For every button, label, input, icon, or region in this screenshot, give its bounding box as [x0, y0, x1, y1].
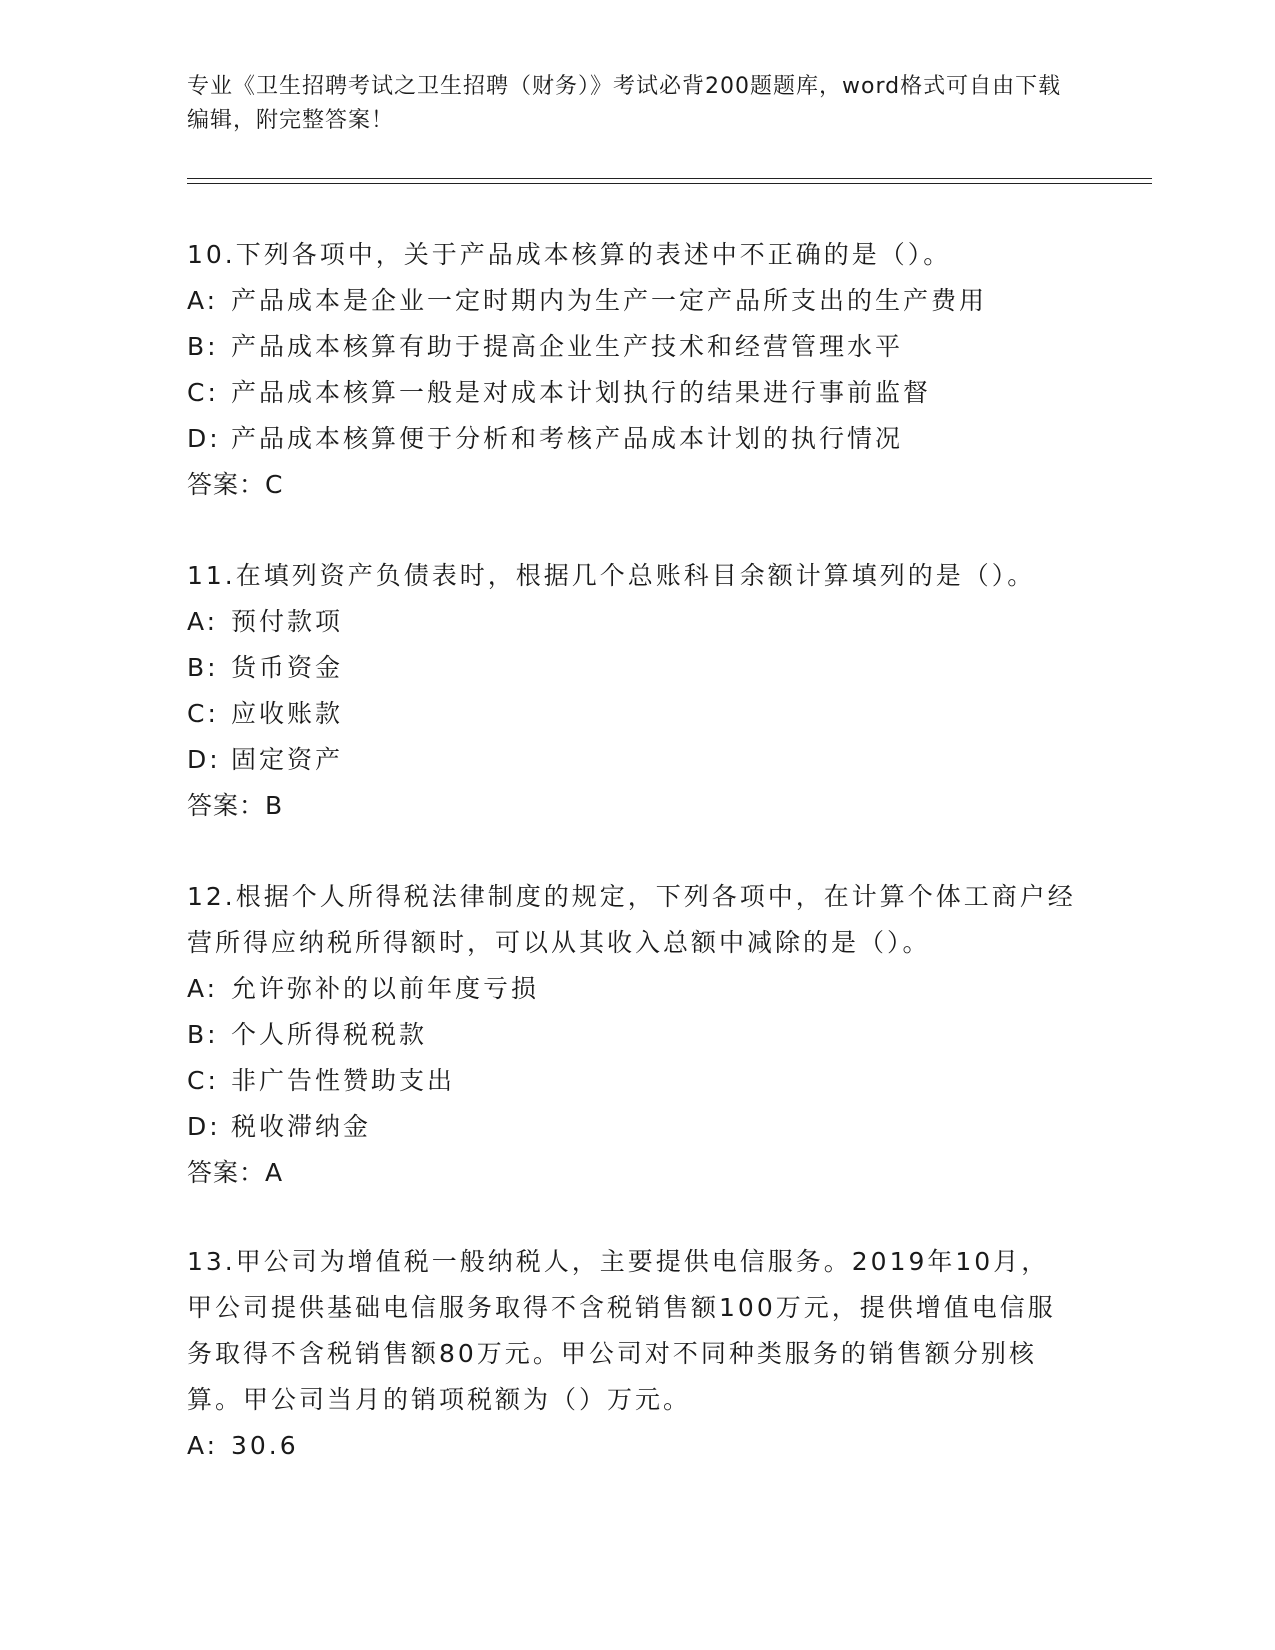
option-a	[187, 278, 1077, 324]
option-letter: C:	[187, 378, 219, 407]
document-header: 专业《卫生招聘考试之卫生招聘（财务）》考试必背200题题库，word格式可自由下载编辑，附完整答案！	[187, 74, 1062, 133]
option-letter: B:	[187, 332, 219, 361]
option-d	[187, 416, 1077, 462]
option-letter: A:	[187, 1431, 219, 1460]
question-11	[187, 553, 1077, 829]
option-text: 产品成本是企业一定时期内为生产一定产品所支出的生产费用	[231, 286, 988, 315]
answer-line: 答案：C	[187, 470, 284, 499]
question-10	[187, 232, 1077, 508]
option-c	[187, 1058, 1077, 1104]
option-text: 应收账款	[231, 699, 344, 728]
option-letter: D:	[187, 1112, 221, 1141]
option-letter: C:	[187, 699, 219, 728]
option-text: 个人所得税税款	[231, 1020, 428, 1049]
question-stem: 11.在填列资产负债表时，根据几个总账科目余额计算填列的是（）。	[187, 561, 1036, 590]
question-stem: 10.下列各项中，关于产品成本核算的表述中不正确的是（）。	[187, 240, 952, 269]
option-text: 产品成本核算便于分析和考核产品成本计划的执行情况	[231, 424, 904, 453]
question-stem: 13.甲公司为增值税一般纳税人，主要提供电信服务。2019年10月，甲公司提供基础电信服务取得不含税销售额100万元，提供增值电信服务取得不含税销售额80万元。甲公司对不同种类服务的销售额分别核算。甲公司当月的销项税额为（）万元。	[187, 1247, 1056, 1414]
option-letter: A:	[187, 607, 219, 636]
question-13	[187, 1239, 1077, 1469]
question-12	[187, 874, 1077, 1196]
option-d	[187, 1104, 1077, 1150]
answer-line: 答案：A	[187, 1158, 284, 1187]
option-text: 产品成本核算有助于提高企业生产技术和经营管理水平	[231, 332, 904, 361]
question-stem: 12.根据个人所得税法律制度的规定，下列各项中，在计算个体工商户经营所得应纳税所得额时，可以从其收入总额中减除的是（）。	[187, 882, 1076, 957]
option-a	[187, 966, 1077, 1012]
option-text: 非广告性赞助支出	[231, 1066, 456, 1095]
option-text: 预付款项	[231, 607, 344, 636]
option-letter: B:	[187, 653, 219, 682]
answer-line: 答案：B	[187, 791, 284, 820]
option-letter: B:	[187, 1020, 219, 1049]
option-text: 固定资产	[231, 745, 344, 774]
option-letter: A:	[187, 974, 219, 1003]
option-text: 允许弥补的以前年度亏损	[231, 974, 540, 1003]
option-text: 货币资金	[231, 653, 344, 682]
option-letter: C:	[187, 1066, 219, 1095]
option-d	[187, 737, 1077, 783]
option-a	[187, 1423, 1077, 1469]
option-c	[187, 370, 1077, 416]
option-text: 产品成本核算一般是对成本计划执行的结果进行事前监督	[231, 378, 932, 407]
option-letter: A:	[187, 286, 219, 315]
option-letter: D:	[187, 745, 221, 774]
option-text: 税收滞纳金	[231, 1112, 372, 1141]
option-text: 30.6	[231, 1431, 299, 1460]
option-b	[187, 1012, 1077, 1058]
header-divider-top	[187, 178, 1152, 179]
option-a	[187, 599, 1077, 645]
option-b	[187, 645, 1077, 691]
header-divider-bottom	[187, 183, 1152, 184]
option-letter: D:	[187, 424, 221, 453]
option-c	[187, 691, 1077, 737]
option-b	[187, 324, 1077, 370]
